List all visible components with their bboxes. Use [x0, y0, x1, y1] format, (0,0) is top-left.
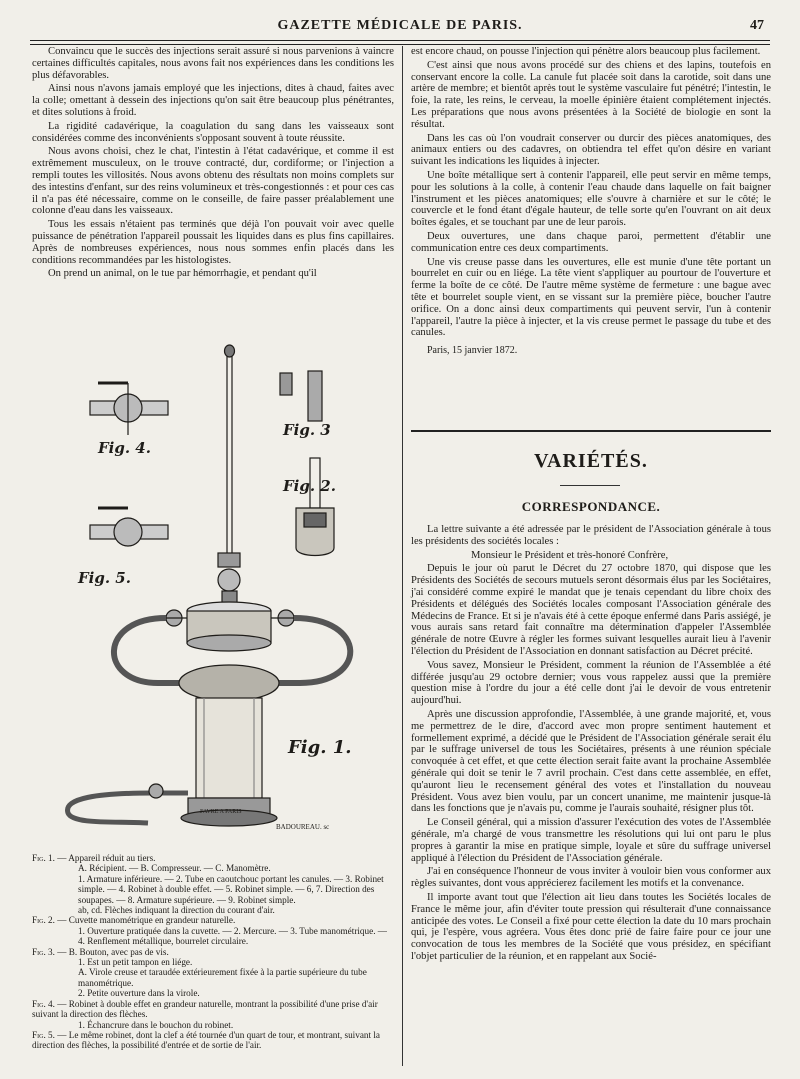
right-column-correspondence: [411, 524, 771, 965]
engraver-credit: BADOUREAU. sc: [276, 823, 330, 831]
page-number: 47: [750, 18, 764, 33]
fig5-label: Fig. 5.: [78, 569, 131, 587]
legend-entry: 1. Est un petit tampon en liége.: [78, 957, 193, 968]
fig3-label: Fig. 3: [283, 421, 331, 439]
paragraph: Deux ouvertures, une dans chaque paroi, permettent d'établir une communication entre ces deux compartiments.: [411, 230, 771, 254]
paragraph: Dans les cas où l'on voudrait conserver ou durcir des pièces anatomiques, des animaux entiers ou des cadavres, on obtiendra tel effet qu'on désire en variant suivant les indications les liquides à injecter.: [411, 132, 771, 168]
intro-paragraph: La lettre suivante a été adressée par le président de l'Association générale à tous les présidents des sociétés locales :: [411, 524, 771, 547]
legend-entry: Fig. 5. — Le même robinet, dont la clef a été tournée d'un quart de tour, et montrant, suivant la direction des flèches, la possibilité d'entrée et de sortie de l'air.: [32, 1029, 380, 1051]
legend-entry: 1. Armature inférieure. — 2. Tube en caoutchouc portant les canules. — 3. Robinet simple. — 4. Robinet à double effet. — 5. Robinet simple. — 6, 7. Direction des soupapes. — 8. Armature supérieure. — 9. Robinet simple.: [78, 873, 384, 905]
legend-entry: A. Récipient. — B. Compresseur. — C. Manomètre.: [78, 863, 271, 874]
legend-entry: 2. Petite ouverture dans la virole.: [78, 988, 200, 999]
legend-entry: 1. Ouverture pratiquée dans la cuvette. — 2. Mercure. — 3. Tube manométrique. — 4. Renflement métallique, bourrelet circulaire.: [78, 925, 387, 947]
maker-mark: FAVRE A PARIS: [200, 809, 242, 815]
letter-paragraph: Le Conseil général, qui a mission d'assurer l'exécution des votes de l'Assemblée générale, m'a chargé de vous transmettre les résolutions qui lui ont paru le plus propres à garantir la mise en pratique simple, loyale et sûre du suffrage universel appliqué à l'élection du Président de l'Association générale.: [411, 817, 771, 864]
paragraph: On prend un animal, on le tue par hémorrhagie, et pendant qu'il: [48, 268, 317, 280]
legend-entry: Fig. 4. — Robinet à double effet en grandeur naturelle, montrant la possibilité d'une prise d'air suivant la direction des flèches.: [32, 998, 378, 1020]
paragraph: est encore chaud, on pousse l'injection qui pénètre alors beaucoup plus facilement.: [411, 46, 761, 57]
paragraph: Convaincu que le succès des injections serait assuré si nous parvenions à vaincre certaines difficultés capitales, nous avons fait nos expériences dans les conditions les plus défavorables.: [32, 46, 394, 81]
letter-paragraph: Depuis le jour où parut le Décret du 27 octobre 1870, qui dispose que les Présidents des Sociétés de secours mutuels seront désormais élus par les Sociétaires, j'ai considéré comme expiré le mandat que je tenais cependant du libre choix des Présidents et délégués des Sociétés locales composant l'Association générale des Médecins de France. Et si je n'avais été à cette époque enfermé dans Paris assiégé, je vous aurais sans retard fait connaître ma détermination d'appeler l'Assemblée générale de notre Œuvre à régler les formes suivant lesquelles aurait lieu à l'avenir l'élection du Président de l'Association en donnant satisfaction au Décret précité.: [411, 563, 771, 657]
section-rule: [411, 430, 771, 432]
legend-entry: ab, cd. Flèches indiquant la direction du courant d'air.: [78, 905, 275, 916]
paragraph: Une vis creuse passe dans les ouvertures, elle est munie d'une tête portant un bourrelet en cuir ou en liége. La tête vient s'appliquer au pourtour de l'ouverture et ferme la boîte de ce côté. De l'autre même système de fermeture : une bague avec tête et bourrelet souple vient, en se vissant sur la première pièce, boucher l'autre orifice. On a donc ainsi deux compartiments qui peuvent servir, l'un à contenir l'appareil, l'autre la pièce à injecter, et la vis creuse permet le passage du tube et des canules.: [411, 256, 771, 339]
paragraph: C'est ainsi que nous avons procédé sur des chiens et des lapins, toutefois en conservant encore la colle. La canule fut placée soit dans la carotide, soit dans une artère de membre; et bientôt après tout le système vasculaire fut pénétré; l'intestin, le foie, la rate, les reins, le cerveau, la moelle épinière étaient complétement injectés. Les préparations que nous avons présentées à la Société de biologie en sont la résultat.: [411, 59, 771, 130]
fig2-label: Fig. 2.: [283, 477, 336, 495]
legend-entry: A. Virole creuse et taraudée extérieurement fixée à la partie supérieure du tube manométrique.: [78, 967, 367, 988]
header-rule: [30, 40, 770, 45]
legend-entry: Fig. 2. — Cuvette manométrique en grandeur naturelle.: [32, 915, 236, 926]
legend-entry: Fig. 1. — Appareil réduit au tiers.: [32, 853, 156, 863]
letter-paragraph: Après une discussion approfondie, l'Assemblée, à une grande majorité, et, vous me permettrez de le dire, d'accord avec mon propre sentiment hautement et formellement exprimé, a décidé que le Président de l'Association générale serait élu par le suffrage universel de tous les Sociétaires, présents à une réunion spéciale convoquée à cet effet, et que cette élection serait faite avant la prochaine Assemblée générale qui doit se tenir le 7 avril prochain. C'est dans cette assemblée, en effet, qu'auront lieu le recensement général des votes et l'installation du nouveau Président. Vous avez bien voulu, par un concert unanime, me maintenir jusque-là dans les fonctions que je n'avais pu, comme je l'aurais souhaité, résigner plus tôt.: [411, 708, 771, 815]
page-header: [30, 14, 770, 40]
section-title: VARIÉTÉS.: [534, 450, 648, 472]
apparatus-illustration: [38, 343, 394, 833]
figure-legend: [32, 853, 394, 1051]
paragraph: Nous avons choisi, chez le chat, l'intestin à l'état cadavérique, et comme il est extrêmement musculeux, on le trouve contracté, dur, cordiforme; or l'injection a rempli toutes les villosités. Nous avons obtenu des résultats non moins complets sur des intestins d'enfant, sur des reins volumineux et très-congestionnés : et pour ces cas il n'a pas été nécessaire, comme on le conseille, de faire passer préalablement une colonne d'eau dans les vaisseaux.: [32, 146, 395, 217]
left-column: [32, 46, 394, 282]
legend-entry: Fig. 3. — B. Bouton, avec pas de vis.: [32, 946, 169, 957]
paragraph: La rigidité cadavérique, la coagulation du sang dans les vaisseaux sont considérées comme des inconvénients s'opposant souvent à toute réussite.: [32, 120, 394, 144]
letter-paragraph: Vous savez, Monsieur le Président, comment la réunion de l'Assemblée a été différée jusqu'au 29 octobre dernier; vous vous rappelez aussi que la première question mise à l'ordre du jour a été celle dont j'ai le devoir de vous entretenir aujourd'hui.: [411, 659, 771, 707]
legend-entry: 1. Échancrure dans le bouchon du robinet.: [78, 1019, 234, 1030]
section-short-rule: [560, 485, 620, 486]
fig1-label: Fig. 1.: [288, 737, 352, 758]
column-divider: [402, 46, 403, 1066]
running-title: GAZETTE MÉDICALE DE PARIS.: [277, 18, 523, 33]
subsection-title: CORRESPONDANCE.: [521, 499, 661, 514]
dateline: Paris, 15 janvier 1872.: [427, 345, 518, 357]
letter-paragraph: Il importe avant tout que l'élection ait lieu dans toutes les Sociétés locales de France le même jour, afin d'éviter toute pression qui résulterait d'une connaissance anticipée des votes. Le Conseil a fixé pour cette élection la date du 10 mars prochain qui, je l'espère, vous agréera. Vous êtes donc prié de faire faire pour ce jour une convocation de tous les membres de la Société que vous présidez, en spécifiant l'objet particulier de la réunion, et en rappelant aux Socié-: [411, 891, 771, 962]
letter-paragraph: J'ai en conséquence l'honneur de vous inviter à vouloir bien vous conformer aux règles suivantes, dont vous apprécierez facilement les motifs et la convenance.: [411, 866, 771, 890]
fig4-label: Fig. 4.: [98, 439, 151, 457]
apparatus-engraving: [38, 343, 394, 833]
paragraph: Ainsi nous n'avons jamais employé que les injections, dites à chaud, faites avec la colle; omettant à dessein des injections qu'on sait être beaucoup plus pénétrantes, et dites solutions à froid.: [32, 83, 394, 118]
paragraph: Tous les essais n'étaient pas terminés que déjà l'on pouvait voir avec quelle puissance de pénétration l'appareil poussait les liquides dans es plus fins capillaires. Après de nombreuses expériences, nous nous sommes enfin placés dans les conditions recommandées par les histologistes.: [32, 219, 394, 266]
paragraph: Une boîte métallique sert à contenir l'appareil, elle peut servir en même temps, pour les solutions à la colle, à contenir l'eau chaude dans laquelle on fait baigner l'instrument et les pièces anatomiques; elle s'ouvre à charnière et sur le côté; le couvercle et le fond étant d'égale hauteur, de telle sorte qu'en l'ouvrant on ait deux boîtes égales, et se touchant par une de leur parois.: [411, 169, 771, 229]
right-column-article: [411, 46, 771, 357]
salutation: Monsieur le Président et très-honoré Confrère,: [471, 549, 669, 561]
